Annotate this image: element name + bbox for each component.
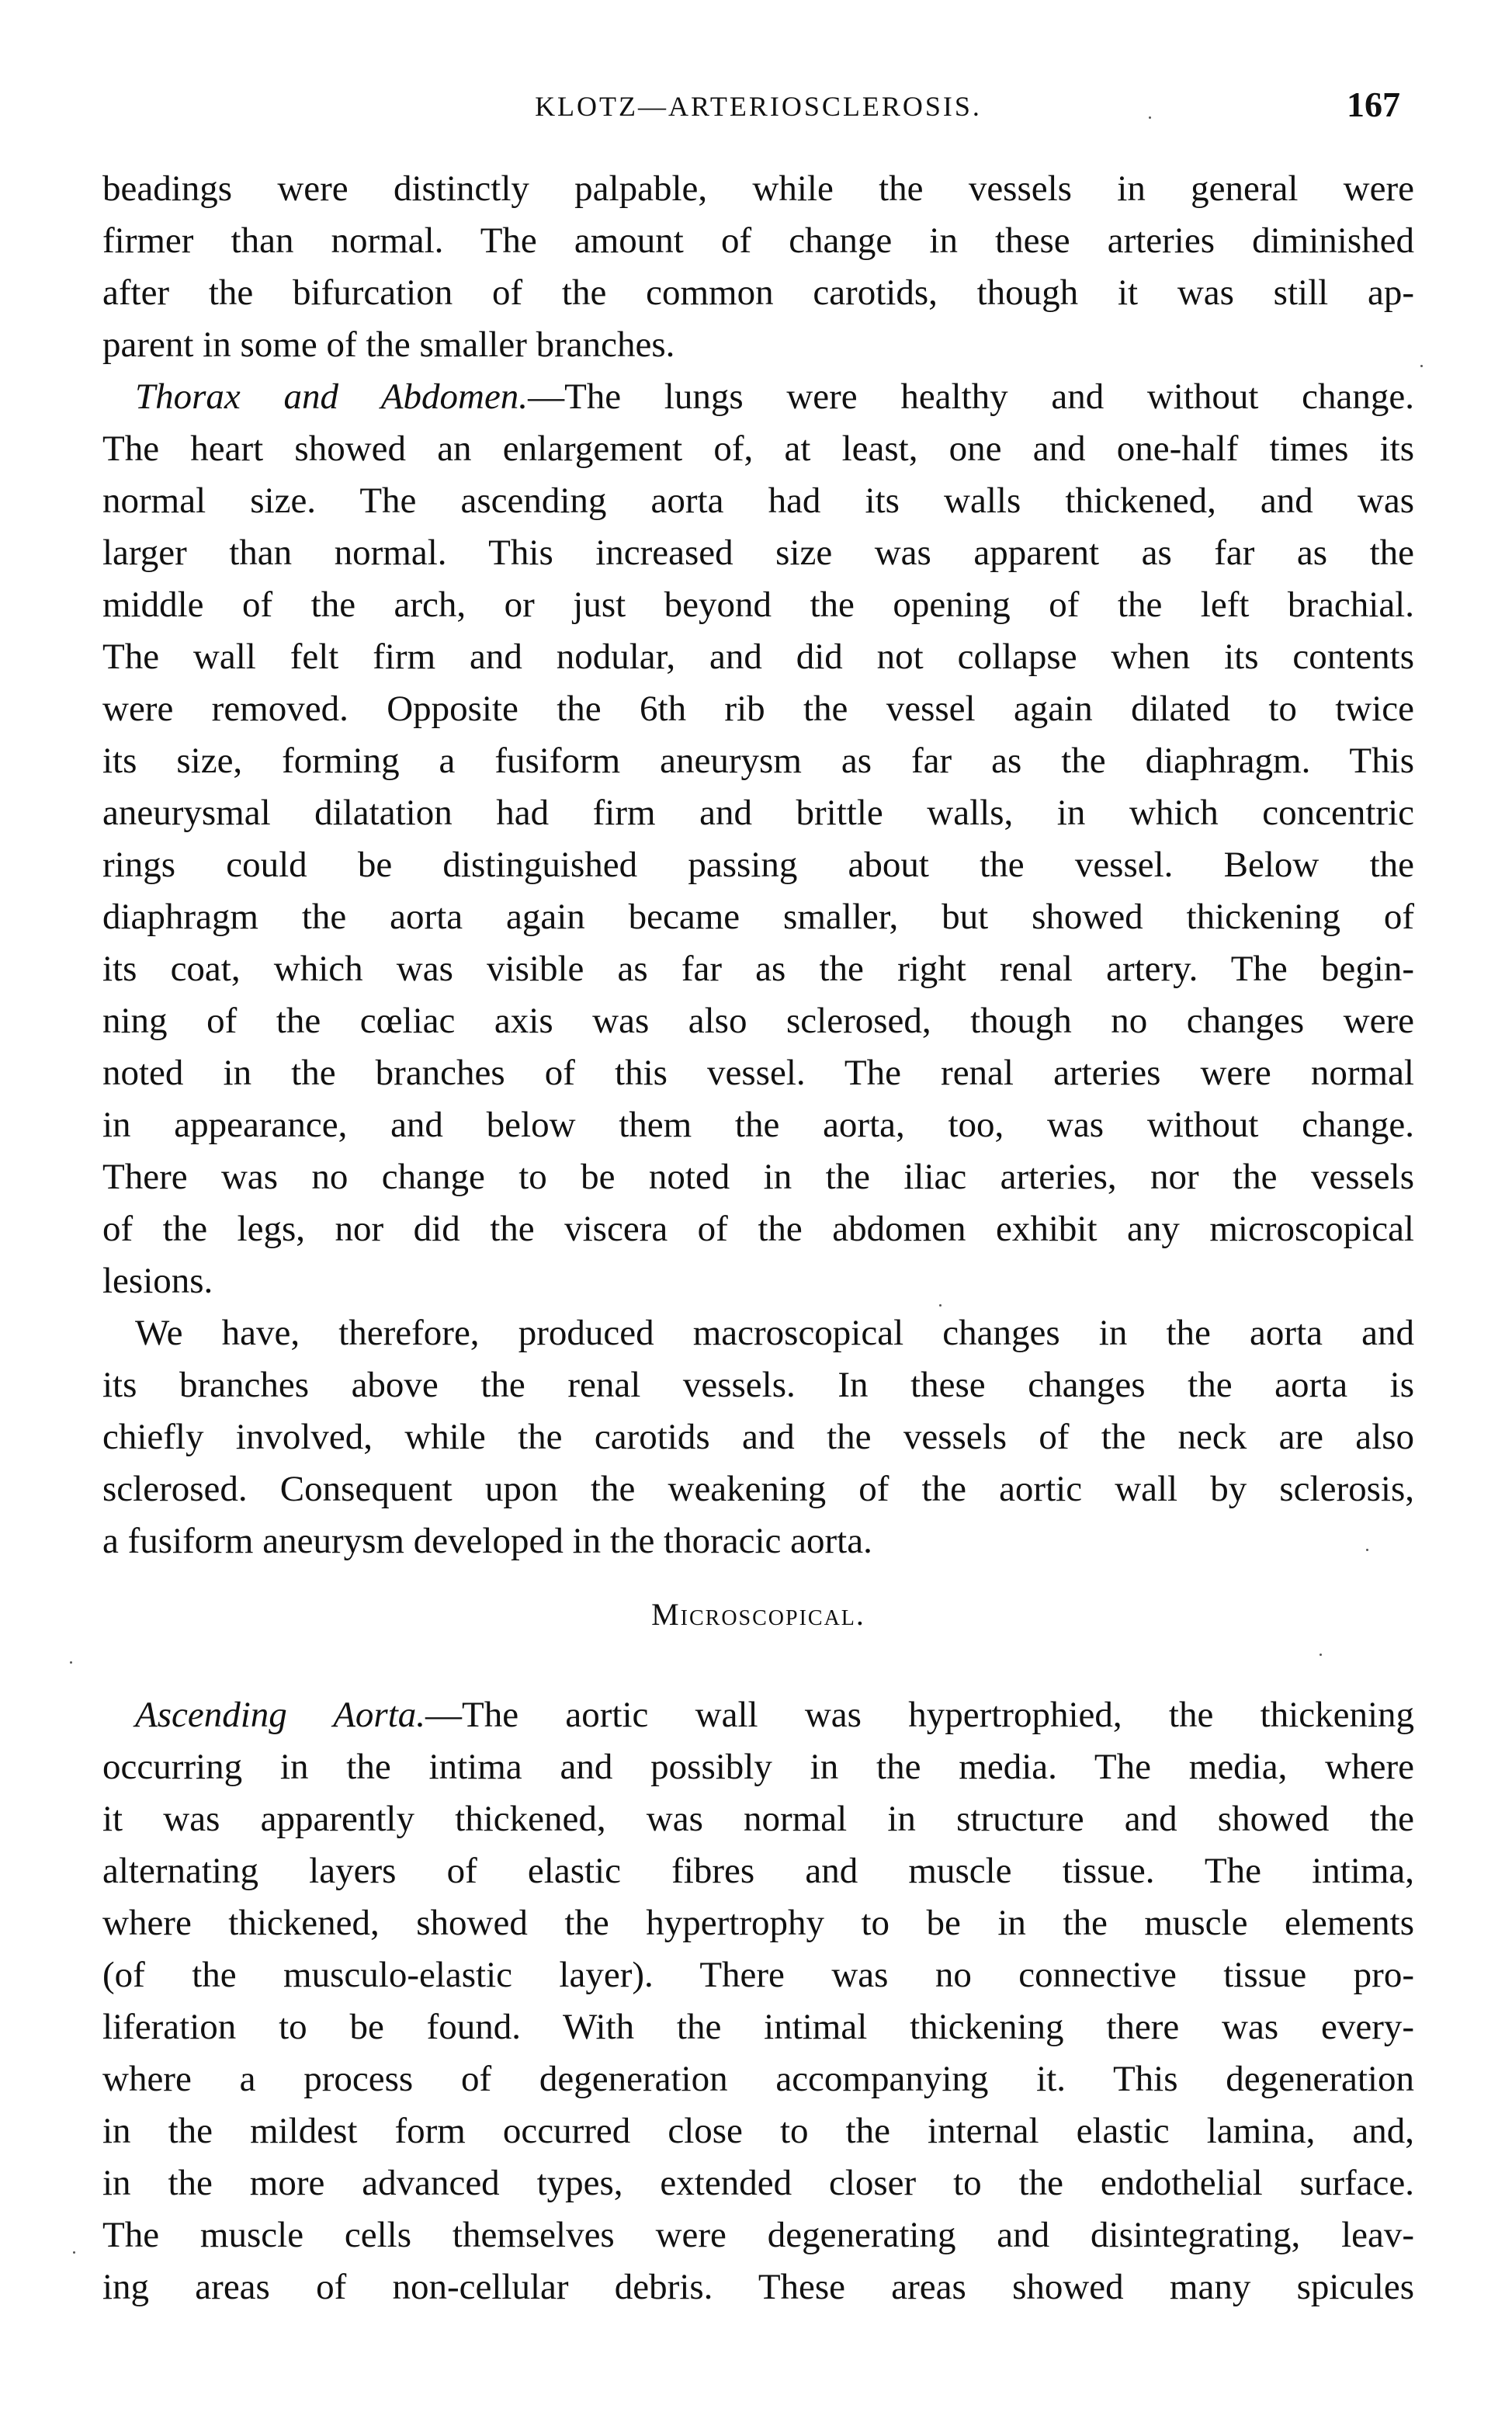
text-line: The heart showed an enlargement of, at least, one and one-half times its (102, 429, 1414, 469)
text-line: chiefly involved, while the carotids and the vessels of the neck are also (102, 1417, 1414, 1457)
text-line: where a process of degeneration accompanying it. This degeneration (102, 2059, 1414, 2099)
scan-speck (70, 1661, 72, 1664)
text-line: after the bifurcation of the common carotids, though it was still ap- (102, 272, 1414, 313)
running-head (102, 84, 1414, 130)
text-line (102, 1689, 1414, 1741)
text-line: (of the musculo-elastic layer). There was no connective tissue pro- (102, 1955, 1414, 1995)
text-line: where thickened, showed the hypertrophy to be in the muscle elements (102, 1903, 1414, 1943)
text-line: noted in the branches of this vessel. The renal arteries were normal (102, 1053, 1414, 1093)
text-line: occurring in the intima and possibly in the media. The media, where (102, 1747, 1414, 1787)
text-line: rings could be distinguished passing about the vessel. Below the (102, 845, 1414, 885)
text-line: in the more advanced types, extended closer to the endothelial surface. (102, 2163, 1414, 2203)
text-line: ning of the cœliac axis was also sclerosed, though no changes were (102, 1001, 1414, 1041)
scan-speck (1420, 365, 1423, 367)
text-line: were removed. Opposite the 6th rib the vessel again dilated to twice (102, 689, 1414, 729)
section-heading: Microscopical. (651, 1597, 865, 1632)
paragraph-heading: Thorax and Abdomen. (135, 377, 529, 417)
text-line: beadings were distinctly palpable, while the vessels in general were (102, 168, 1414, 209)
text-run: —The aortic wall was hypertrophied, the thickening (425, 1695, 1414, 1735)
text-line: aneurysmal dilatation had firm and brittle walls, in which concentric (102, 793, 1414, 833)
text-line: There was no change to be noted in the iliac arteries, nor the vessels (102, 1157, 1414, 1197)
paragraph-heading: Ascending Aorta. (135, 1695, 426, 1735)
text-line: in the mildest form occurred close to the internal elastic lamina, and, (102, 2111, 1414, 2151)
text-line: The muscle cells themselves were degenerating and disintegrating, leav- (102, 2215, 1414, 2255)
paragraph-thorax-abdomen (102, 371, 1414, 1307)
text-line: firmer than normal. The amount of change in these arteries diminished (102, 220, 1414, 261)
scan-speck (939, 1304, 942, 1307)
paragraph-ascending-aorta (102, 1689, 1414, 2313)
text-line: normal size. The ascending aorta had its walls thickened, and was (102, 481, 1414, 521)
text-line: its branches above the renal vessels. In these changes the aorta is (102, 1365, 1414, 1405)
text-line: its coat, which was visible as far as the right renal artery. The begin- (102, 949, 1414, 989)
scan-speck (73, 2251, 75, 2254)
text-line: of the legs, nor did the viscera of the abdomen exhibit any microscopical (102, 1209, 1414, 1249)
paragraph-continuation (102, 163, 1414, 371)
text-line: its size, forming a fusiform aneurysm as far as the diaphragm. This (102, 741, 1414, 781)
text-line: We have, therefore, produced macroscopical changes in the aorta and (135, 1313, 1414, 1353)
scan-speck (1320, 1654, 1322, 1656)
text-line: sclerosed. Consequent upon the weakening of the aortic wall by sclerosis, (102, 1469, 1414, 1509)
scan-speck (1149, 116, 1151, 119)
text-line: The wall felt firm and nodular, and did not collapse when its contents (102, 637, 1414, 677)
paragraph-summary (102, 1307, 1414, 1567)
text-line: larger than normal. This increased size was apparent as far as the (102, 533, 1414, 573)
text-line: it was apparently thickened, was normal in structure and showed the (102, 1799, 1414, 1839)
text-run: —The lungs were healthy and without change. (528, 377, 1414, 417)
text-line: a fusiform aneurysm developed in the thoracic aorta. (102, 1521, 872, 1561)
text-line: in appearance, and below them the aorta, too, was without change. (102, 1105, 1414, 1145)
text-line: diaphragm the aorta again became smaller, but showed thickening of (102, 897, 1414, 937)
text-line: middle of the arch, or just beyond the opening of the left brachial. (102, 585, 1414, 625)
running-title: KLOTZ—ARTERIOSCLEROSIS. (535, 91, 982, 122)
text-line: liferation to be found. With the intimal thickening there was every- (102, 2007, 1414, 2047)
text-line: lesions. (102, 1261, 213, 1301)
page-number: 167 (1347, 85, 1400, 124)
text-line (102, 371, 1414, 423)
text-line: parent in some of the smaller branches. (102, 324, 675, 365)
scan-speck (1366, 1549, 1368, 1551)
text-line: ing areas of non-cellular debris. These areas showed many spicules (102, 2267, 1414, 2307)
text-line: alternating layers of elastic fibres and muscle tissue. The intima, (102, 1851, 1414, 1891)
